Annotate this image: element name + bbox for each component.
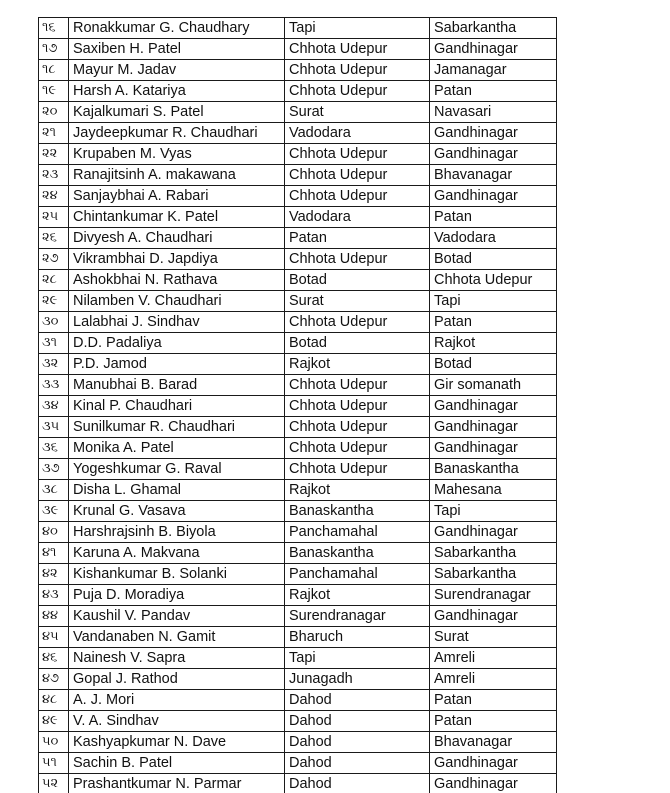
table-row [39, 564, 557, 585]
cell-serial-number: ૨૭ [39, 249, 69, 270]
table-row [39, 228, 557, 249]
cell-from-district: Bharuch [285, 627, 430, 648]
cell-from-district: Chhota Udepur [285, 186, 430, 207]
cell-serial-number: ૫૧ [39, 753, 69, 774]
cell-serial-number: ૪૯ [39, 711, 69, 732]
cell-from-district: Chhota Udepur [285, 144, 430, 165]
cell-from-district: Tapi [285, 648, 430, 669]
cell-from-district: Dahod [285, 774, 430, 793]
cell-name: Nainesh V. Sapra [69, 648, 285, 669]
cell-serial-number: ૫૦ [39, 732, 69, 753]
cell-serial-number: ૨૯ [39, 291, 69, 312]
cell-serial-number: ૨૮ [39, 270, 69, 291]
cell-name: Sunilkumar R. Chaudhari [69, 417, 285, 438]
cell-from-district: Surat [285, 102, 430, 123]
cell-serial-number: ૨૧ [39, 123, 69, 144]
cell-name: Ashokbhai N. Rathava [69, 270, 285, 291]
cell-serial-number: ૩૭ [39, 459, 69, 480]
cell-to-district: Gandhinagar [430, 606, 557, 627]
cell-from-district: Surat [285, 291, 430, 312]
cell-name: Kaushil V. Pandav [69, 606, 285, 627]
cell-serial-number: ૫૨ [39, 774, 69, 793]
cell-serial-number: ૧૯ [39, 81, 69, 102]
cell-to-district: Mahesana [430, 480, 557, 501]
cell-to-district: Patan [430, 690, 557, 711]
cell-name: Ranajitsinh A. makawana [69, 165, 285, 186]
cell-from-district: Vadodara [285, 123, 430, 144]
cell-serial-number: ૪૭ [39, 669, 69, 690]
table-row [39, 123, 557, 144]
cell-to-district: Patan [430, 207, 557, 228]
table-row [39, 690, 557, 711]
cell-from-district: Rajkot [285, 354, 430, 375]
cell-from-district: Vadodara [285, 207, 430, 228]
table-row [39, 396, 557, 417]
cell-serial-number: ૪૫ [39, 627, 69, 648]
cell-from-district: Chhota Udepur [285, 438, 430, 459]
cell-from-district: Chhota Udepur [285, 417, 430, 438]
cell-serial-number: ૩૩ [39, 375, 69, 396]
table-row [39, 627, 557, 648]
cell-name: Lalabhai J. Sindhav [69, 312, 285, 333]
cell-to-district: Patan [430, 711, 557, 732]
cell-from-district: Chhota Udepur [285, 60, 430, 81]
cell-serial-number: ૪૦ [39, 522, 69, 543]
cell-serial-number: ૪૩ [39, 585, 69, 606]
cell-serial-number: ૧૭ [39, 39, 69, 60]
cell-to-district: Bhavanagar [430, 732, 557, 753]
table-row [39, 291, 557, 312]
cell-name: Disha L. Ghamal [69, 480, 285, 501]
cell-serial-number: ૩૯ [39, 501, 69, 522]
cell-to-district: Botad [430, 249, 557, 270]
cell-serial-number: ૩૬ [39, 438, 69, 459]
table-row [39, 354, 557, 375]
table-row [39, 144, 557, 165]
cell-serial-number: ૧૬ [39, 18, 69, 39]
cell-from-district: Chhota Udepur [285, 39, 430, 60]
table-row [39, 207, 557, 228]
cell-to-district: Gandhinagar [430, 417, 557, 438]
cell-to-district: Gandhinagar [430, 438, 557, 459]
cell-name: Krupaben M. Vyas [69, 144, 285, 165]
cell-serial-number: ૨૩ [39, 165, 69, 186]
table-row [39, 711, 557, 732]
cell-from-district: Panchamahal [285, 522, 430, 543]
cell-from-district: Chhota Udepur [285, 81, 430, 102]
cell-to-district: Patan [430, 81, 557, 102]
cell-name: Sachin B. Patel [69, 753, 285, 774]
cell-serial-number: ૩૨ [39, 354, 69, 375]
cell-from-district: Surendranagar [285, 606, 430, 627]
table-row [39, 417, 557, 438]
cell-to-district: Tapi [430, 291, 557, 312]
cell-to-district: Gandhinagar [430, 144, 557, 165]
cell-from-district: Rajkot [285, 480, 430, 501]
table-row [39, 648, 557, 669]
cell-to-district: Jamanagar [430, 60, 557, 81]
table-row [39, 774, 557, 793]
table-row [39, 186, 557, 207]
cell-name: Divyesh A. Chaudhari [69, 228, 285, 249]
cell-name: Kishankumar B. Solanki [69, 564, 285, 585]
cell-to-district: Vadodara [430, 228, 557, 249]
cell-name: Ronakkumar G. Chaudhary [69, 18, 285, 39]
table-row [39, 60, 557, 81]
table-row [39, 522, 557, 543]
cell-name: Harsh A. Katariya [69, 81, 285, 102]
cell-to-district: Patan [430, 312, 557, 333]
table-row [39, 333, 557, 354]
table-row [39, 459, 557, 480]
table-row [39, 18, 557, 39]
cell-name: Prashantkumar N. Parmar [69, 774, 285, 793]
cell-from-district: Dahod [285, 711, 430, 732]
cell-to-district: Banaskantha [430, 459, 557, 480]
table-row [39, 81, 557, 102]
cell-to-district: Botad [430, 354, 557, 375]
cell-from-district: Panchamahal [285, 564, 430, 585]
cell-name: Yogeshkumar G. Raval [69, 459, 285, 480]
cell-to-district: Amreli [430, 648, 557, 669]
cell-serial-number: ૩૮ [39, 480, 69, 501]
cell-name: Sanjaybhai A. Rabari [69, 186, 285, 207]
cell-from-district: Dahod [285, 753, 430, 774]
cell-name: Manubhai B. Barad [69, 375, 285, 396]
cell-from-district: Chhota Udepur [285, 396, 430, 417]
cell-name: Kajalkumari S. Patel [69, 102, 285, 123]
cell-to-district: Sabarkantha [430, 18, 557, 39]
table-row [39, 375, 557, 396]
cell-to-district: Gandhinagar [430, 39, 557, 60]
cell-serial-number: ૩૧ [39, 333, 69, 354]
cell-serial-number: ૪૮ [39, 690, 69, 711]
table-row [39, 669, 557, 690]
cell-name: Krunal G. Vasava [69, 501, 285, 522]
cell-name: Kashyapkumar N. Dave [69, 732, 285, 753]
table-row [39, 438, 557, 459]
cell-to-district: Surat [430, 627, 557, 648]
transfer-table [38, 17, 557, 793]
cell-from-district: Banaskantha [285, 501, 430, 522]
cell-name: Jaydeepkumar R. Chaudhari [69, 123, 285, 144]
cell-serial-number: ૪૧ [39, 543, 69, 564]
table-row [39, 480, 557, 501]
cell-from-district: Dahod [285, 732, 430, 753]
cell-name: Harshrajsinh B. Biyola [69, 522, 285, 543]
cell-serial-number: ૩૪ [39, 396, 69, 417]
cell-name: Karuna A. Makvana [69, 543, 285, 564]
cell-to-district: Gandhinagar [430, 123, 557, 144]
cell-serial-number: ૪૬ [39, 648, 69, 669]
cell-to-district: Gandhinagar [430, 186, 557, 207]
table-row [39, 606, 557, 627]
cell-name: V. A. Sindhav [69, 711, 285, 732]
table-row [39, 501, 557, 522]
cell-serial-number: ૨૫ [39, 207, 69, 228]
cell-name: Gopal J. Rathod [69, 669, 285, 690]
cell-serial-number: ૩૫ [39, 417, 69, 438]
cell-name: Saxiben H. Patel [69, 39, 285, 60]
cell-to-district: Sabarkantha [430, 564, 557, 585]
cell-to-district: Bhavanagar [430, 165, 557, 186]
cell-from-district: Patan [285, 228, 430, 249]
cell-to-district: Gandhinagar [430, 774, 557, 793]
table-body [39, 18, 557, 793]
cell-to-district: Surendranagar [430, 585, 557, 606]
table-row [39, 165, 557, 186]
table-row [39, 249, 557, 270]
cell-to-district: Chhota Udepur [430, 270, 557, 291]
table-row [39, 543, 557, 564]
cell-to-district: Sabarkantha [430, 543, 557, 564]
cell-name: D.D. Padaliya [69, 333, 285, 354]
cell-to-district: Tapi [430, 501, 557, 522]
cell-serial-number: ૪૨ [39, 564, 69, 585]
cell-serial-number: ૩૦ [39, 312, 69, 333]
table-row [39, 585, 557, 606]
cell-name: P.D. Jamod [69, 354, 285, 375]
table-row [39, 732, 557, 753]
table-row [39, 753, 557, 774]
cell-from-district: Chhota Udepur [285, 165, 430, 186]
cell-from-district: Chhota Udepur [285, 249, 430, 270]
cell-to-district: Gandhinagar [430, 753, 557, 774]
table-row [39, 312, 557, 333]
table-row [39, 102, 557, 123]
cell-from-district: Chhota Udepur [285, 312, 430, 333]
cell-from-district: Tapi [285, 18, 430, 39]
table-row [39, 39, 557, 60]
cell-to-district: Navasari [430, 102, 557, 123]
cell-serial-number: ૨૪ [39, 186, 69, 207]
cell-to-district: Amreli [430, 669, 557, 690]
cell-name: Kinal P. Chaudhari [69, 396, 285, 417]
cell-from-district: Junagadh [285, 669, 430, 690]
cell-name: Puja D. Moradiya [69, 585, 285, 606]
cell-name: Vikrambhai D. Japdiya [69, 249, 285, 270]
cell-name: A. J. Mori [69, 690, 285, 711]
cell-name: Monika A. Patel [69, 438, 285, 459]
cell-to-district: Gandhinagar [430, 396, 557, 417]
cell-from-district: Chhota Udepur [285, 459, 430, 480]
cell-name: Chintankumar K. Patel [69, 207, 285, 228]
cell-serial-number: ૨૬ [39, 228, 69, 249]
cell-serial-number: ૨૦ [39, 102, 69, 123]
cell-to-district: Rajkot [430, 333, 557, 354]
cell-name: Vandanaben N. Gamit [69, 627, 285, 648]
cell-name: Nilamben V. Chaudhari [69, 291, 285, 312]
cell-from-district: Rajkot [285, 585, 430, 606]
cell-from-district: Botad [285, 270, 430, 291]
cell-from-district: Chhota Udepur [285, 375, 430, 396]
table-row [39, 270, 557, 291]
cell-from-district: Botad [285, 333, 430, 354]
cell-from-district: Banaskantha [285, 543, 430, 564]
cell-to-district: Gandhinagar [430, 522, 557, 543]
cell-to-district: Gir somanath [430, 375, 557, 396]
cell-serial-number: ૧૮ [39, 60, 69, 81]
cell-from-district: Dahod [285, 690, 430, 711]
cell-name: Mayur M. Jadav [69, 60, 285, 81]
cell-serial-number: ૨૨ [39, 144, 69, 165]
cell-serial-number: ૪૪ [39, 606, 69, 627]
